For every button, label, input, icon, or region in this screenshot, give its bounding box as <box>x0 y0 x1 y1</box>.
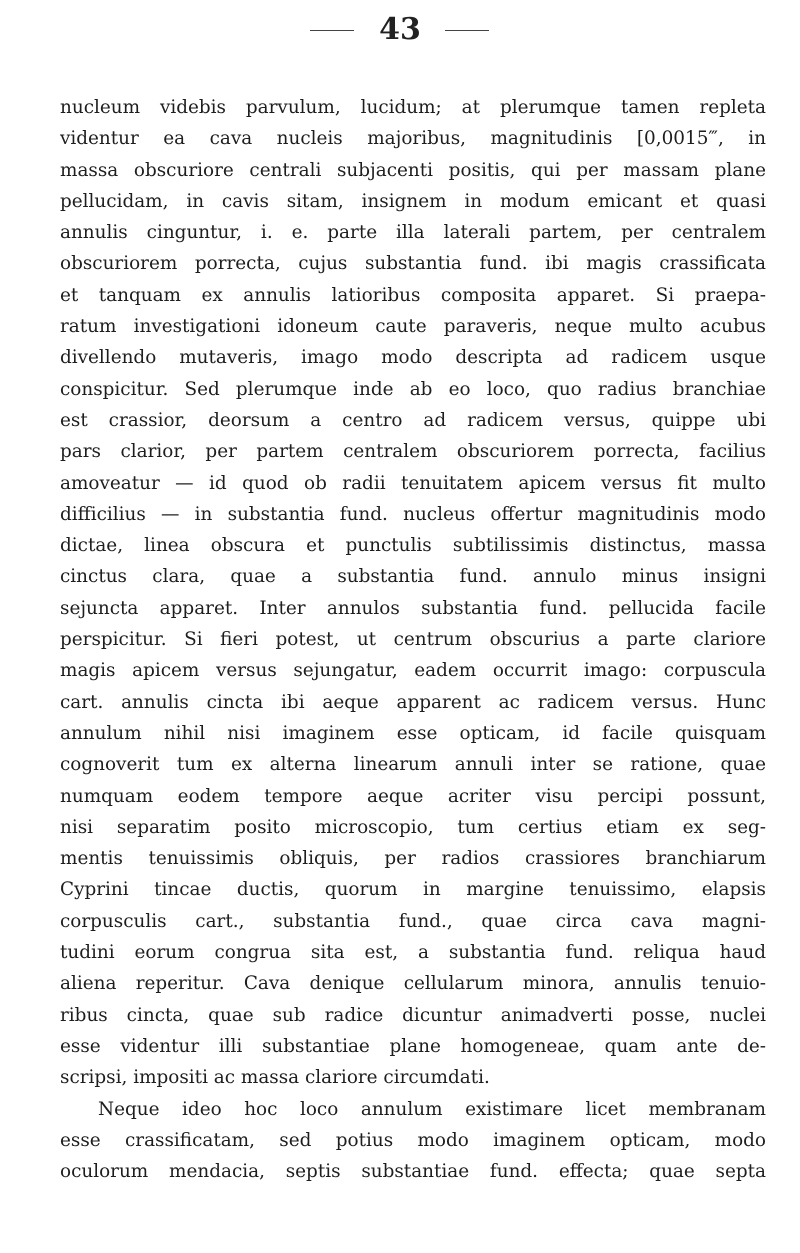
text-line: annulis cinguntur, i. e. parte illa laterali partem, per centralem <box>60 222 766 244</box>
text-line: et tanquam ex annulis latioribus composita apparet. Si praepa- <box>60 284 766 306</box>
text-line: esse crassificatam, sed potius modo imaginem opticam, modo <box>60 1129 766 1151</box>
text-line: divellendo mutaveris, imago modo descripta ad radicem usque <box>60 347 766 369</box>
text-line: ribus cincta, quae sub radice dicuntur animadverti posse, nuclei <box>60 1004 766 1026</box>
text-line: magis apicem versus sejungatur, eadem occurrit imago: corpuscula <box>60 660 766 682</box>
text-line: nucleum videbis parvulum, lucidum; at plerumque tamen repleta <box>60 97 766 118</box>
text-line: ratum investigationi idoneum caute paraveris, neque multo acubus <box>60 316 766 338</box>
text-line: mentis tenuissimis obliquis, per radios crassiores branchiarum <box>60 848 766 870</box>
text-line: pellucidam, in cavis sitam, insignem in modum emicant et quasi <box>60 190 766 212</box>
page-header <box>0 8 800 52</box>
text-line: annulum nihil nisi imaginem esse opticam, id facile quisquam <box>60 722 766 744</box>
text-line: cognoverit tum ex alterna linearum annuli inter se ratione, quae <box>60 754 766 776</box>
text-line: Neque ideo hoc loco annulum existimare licet membranam <box>98 1098 766 1120</box>
header-rule-right <box>445 30 489 31</box>
text-line: perspicitur. Si fieri potest, ut centrum obscurius a parte clariore <box>60 629 766 651</box>
text-line: amoveatur — id quod ob radii tenuitatem apicem versus fit multo <box>60 472 766 494</box>
text-line: scripsi, impositi ac massa clariore circumdati. <box>60 1067 490 1089</box>
text-line: cart. annulis cincta ibi aeque apparent ac radicem versus. Hunc <box>60 691 766 713</box>
text-line: conspicitur. Sed plerumque inde ab eo loco, quo radius branchiae <box>60 378 766 400</box>
page-number: 43 <box>379 12 421 47</box>
text-line: aliena reperitur. Cava denique cellularum minora, annulis tenuio- <box>60 973 766 995</box>
text-line: numquam eodem tempore aeque acriter visu percipi possunt, <box>60 785 766 807</box>
text-line: nisi separatim posito microscopio, tum certius etiam ex seg- <box>60 816 766 838</box>
header-rule-left <box>310 30 354 31</box>
text-line: videntur ea cava nucleis majoribus, magnitudinis [0,0015‴, in <box>60 128 766 150</box>
text-line: sejuncta apparet. Inter annulos substantia fund. pellucida facile <box>60 597 766 619</box>
text-line: obscuriorem porrecta, cujus substantia fund. ibi magis crassificata <box>60 253 766 275</box>
text-line: cinctus clara, quae a substantia fund. annulo minus insigni <box>60 566 766 588</box>
text-line: difficilius — in substantia fund. nucleus offertur magnitudinis modo <box>60 503 766 525</box>
text-line: pars clarior, per partem centralem obscuriorem porrecta, facilius <box>60 441 766 463</box>
text-line: tudini eorum congrua sita est, a substantia fund. reliqua haud <box>60 942 766 964</box>
text-line: dictae, linea obscura et punctulis subtilissimis distinctus, massa <box>60 535 766 557</box>
text-line: oculorum mendacia, septis substantiae fund. effecta; quae septa <box>60 1161 766 1183</box>
text-line: corpusculis cart., substantia fund., quae circa cava magni- <box>60 910 766 932</box>
text-line: est crassior, deorsum a centro ad radicem versus, quippe ubi <box>60 409 766 431</box>
text-line: massa obscuriore centrali subjacenti positis, qui per massam plane <box>60 159 766 181</box>
text-line: esse videntur illi substantiae plane homogeneae, quam ante de- <box>60 1035 766 1057</box>
text-line: Cyprini tincae ductis, quorum in margine tenuissimo, elapsis <box>60 879 766 901</box>
body-text <box>60 92 766 1187</box>
